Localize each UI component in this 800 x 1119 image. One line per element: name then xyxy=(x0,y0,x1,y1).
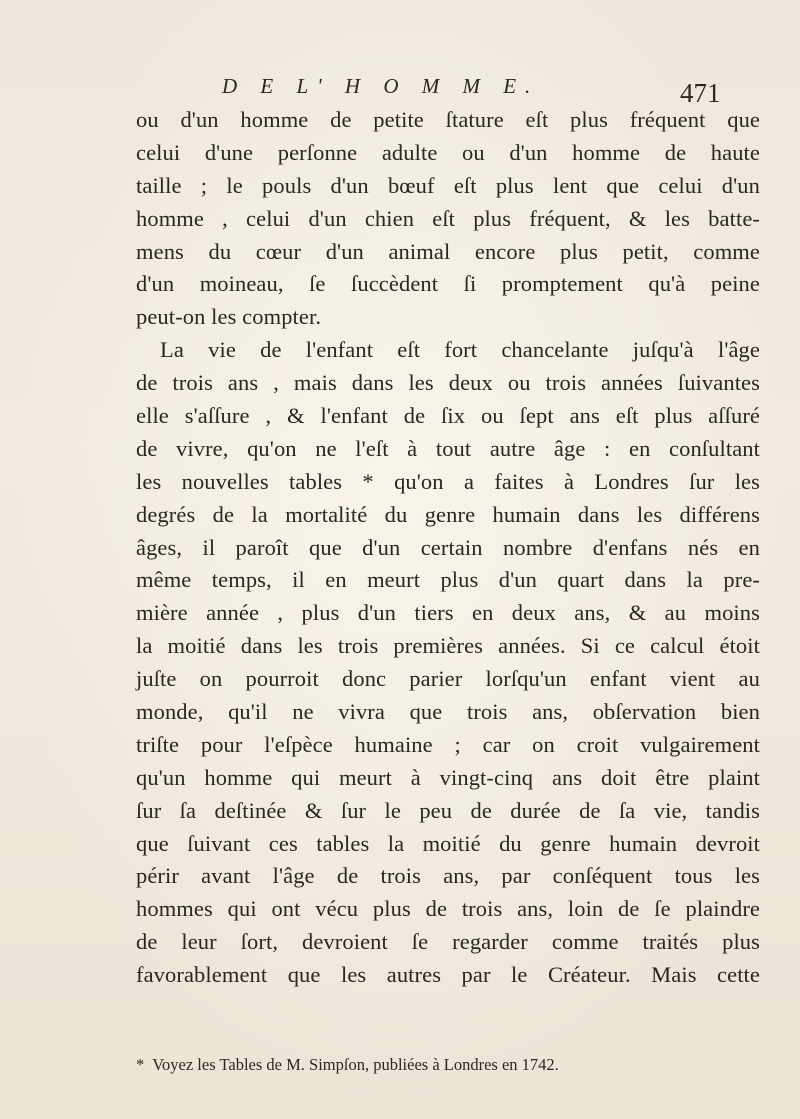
text-line: mière année , plus d'un tiers en deux ans, & au moins xyxy=(136,600,760,626)
running-title: D E L' H O M M E. xyxy=(222,74,540,98)
text-line: de trois ans , mais dans les deux ou trois années ſuivantes xyxy=(136,370,760,396)
text-line: âges, il paroît que d'un certain nombre d'enfans nés en xyxy=(136,534,760,560)
text-line: ou d'un homme de petite ſtature eſt plus fréquent que xyxy=(136,107,760,132)
text-line: hommes qui ont vécu plus de trois ans, loin de ſe plaindre xyxy=(136,896,760,922)
text-line: monde, qu'il ne vivra que trois ans, obſervation bien xyxy=(136,699,760,725)
footnote-mark: * xyxy=(136,1055,145,1074)
text-line: mens du cœur d'un animal encore plus petit, comme xyxy=(136,238,760,264)
text-line: que ſuivant ces tables la moitié du genre humain devroit xyxy=(136,830,760,856)
text-line: la moitié dans les trois premières années. Si ce calcul étoit xyxy=(136,633,760,659)
text-line: triſte pour l'eſpèce humaine ; car on croit vulgairement xyxy=(136,731,760,757)
footnote xyxy=(136,1055,760,1075)
footnote-text: Voyez les Tables de M. Simpſon, publiées à Londres en 1742. xyxy=(152,1055,559,1074)
text-line: elle s'aſſure , & l'enfant de ſix ou ſept ans eſt plus aſſuré xyxy=(136,403,760,429)
text-line: périr avant l'âge de trois ans, par conſéquent tous les xyxy=(136,863,760,889)
page-header xyxy=(0,68,800,108)
text-line: les nouvelles tables * qu'on a faites à Londres ſur les xyxy=(136,468,760,494)
text-line: d'un moineau, ſe ſuccèdent ſi promptement qu'à peine xyxy=(136,271,760,297)
text-line: celui d'une perſonne adulte ou d'un homme de haute xyxy=(136,139,760,165)
text-line: taille ; le pouls d'un bœuf eſt plus lent que celui d'un xyxy=(136,172,760,198)
text-line: degrés de la mortalité du genre humain dans les différens xyxy=(136,501,760,527)
paragraph-start-line: La vie de l'enfant eſt fort chancelante juſqu'à l'âge xyxy=(160,337,760,363)
text-line: favorablement que les autres par le Créateur. Mais cette xyxy=(136,962,760,988)
page-number: 471 xyxy=(680,78,721,108)
text-line: de leur ſort, devroient ſe regarder comme traités plus xyxy=(136,929,760,955)
text-line: juſte on pourroit donc parier lorſqu'un enfant vient au xyxy=(136,666,760,692)
text-line: qu'un homme qui meurt à vingt-cinq ans doit être plaint xyxy=(136,764,760,790)
text-line: même temps, il en meurt plus d'un quart dans la pre- xyxy=(136,567,760,593)
text-line: de vivre, qu'on ne l'eſt à tout autre âge : en conſultant xyxy=(136,435,760,461)
text-line: ſur ſa deſtinée & ſur le peu de durée de ſa vie, tandis xyxy=(136,797,760,823)
body-text xyxy=(136,104,760,992)
text-line: homme , celui d'un chien eſt plus fréquent, & les batte- xyxy=(136,205,760,231)
paragraph-end-line: peut-on les compter. xyxy=(136,304,322,330)
